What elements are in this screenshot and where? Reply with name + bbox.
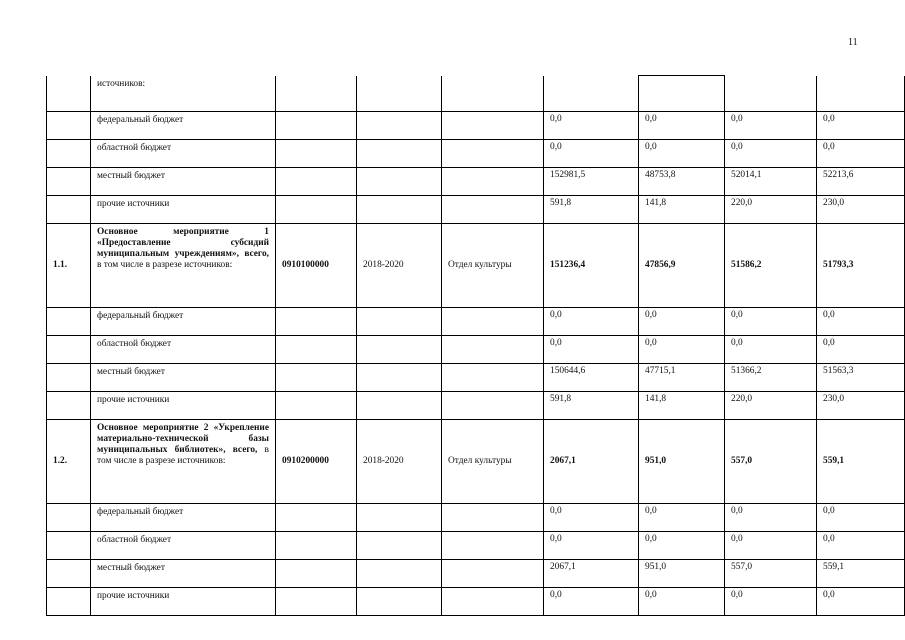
period-cell bbox=[357, 335, 442, 363]
funding-value: 0,0 bbox=[823, 309, 835, 320]
code-cell bbox=[276, 503, 357, 531]
row-number: 1.1. bbox=[53, 259, 68, 270]
executor-cell bbox=[442, 139, 544, 167]
funding-value: 2067,1 bbox=[550, 561, 576, 572]
funding-value: 2067,1 bbox=[550, 455, 576, 466]
code-cell bbox=[276, 76, 357, 112]
value-cell-2019 bbox=[725, 167, 817, 195]
value-cell-total bbox=[544, 531, 639, 559]
code-cell bbox=[276, 139, 357, 167]
description-cell bbox=[91, 223, 276, 307]
funding-value: 51793,3 bbox=[823, 259, 854, 270]
executor-cell bbox=[442, 111, 544, 139]
number-cell bbox=[47, 223, 91, 307]
source-name: областной бюджет bbox=[97, 534, 172, 545]
funding-value: 141,8 bbox=[645, 393, 667, 404]
value-cell-2018 bbox=[639, 503, 725, 531]
funding-value: 47856,9 bbox=[645, 259, 676, 270]
table-row-source bbox=[47, 139, 905, 167]
funding-value: 150644,6 bbox=[550, 365, 586, 376]
executor-text: Отдел культуры bbox=[448, 259, 512, 270]
table-row-source bbox=[47, 503, 905, 531]
number-cell bbox=[47, 391, 91, 419]
code-cell bbox=[276, 195, 357, 223]
executor-cell bbox=[442, 307, 544, 335]
funding-value: 0,0 bbox=[645, 141, 657, 152]
value-cell-2020 bbox=[817, 559, 905, 587]
period-cell bbox=[357, 531, 442, 559]
source-name: федеральный бюджет bbox=[97, 114, 184, 125]
value-cell-2019 bbox=[725, 195, 817, 223]
funding-value: 0,0 bbox=[550, 337, 562, 348]
number-cell bbox=[47, 587, 91, 615]
value-cell-2020 bbox=[817, 363, 905, 391]
period-text: 2018-2020 bbox=[363, 455, 404, 466]
executor-text: Отдел культуры bbox=[448, 455, 512, 466]
period-cell bbox=[357, 587, 442, 615]
source-name: прочие источники bbox=[97, 394, 170, 405]
funding-value: 151236,4 bbox=[550, 259, 586, 270]
value-cell-2019 bbox=[725, 503, 817, 531]
table-row-source bbox=[47, 167, 905, 195]
table-row-source bbox=[47, 335, 905, 363]
table-row-main-activity bbox=[47, 419, 905, 503]
number-cell bbox=[47, 76, 91, 112]
value-cell-2020 bbox=[817, 503, 905, 531]
description-cell bbox=[91, 195, 276, 223]
value-cell-total bbox=[544, 503, 639, 531]
source-name: местный бюджет bbox=[97, 170, 165, 181]
executor-cell bbox=[442, 335, 544, 363]
period-cell bbox=[357, 503, 442, 531]
value-cell-2018 bbox=[639, 559, 725, 587]
source-name: местный бюджет bbox=[97, 562, 165, 573]
value-cell-total bbox=[544, 195, 639, 223]
description-cell bbox=[91, 167, 276, 195]
table-row-source bbox=[47, 307, 905, 335]
funding-value: 51563,3 bbox=[823, 365, 854, 376]
source-name: областной бюджет bbox=[97, 338, 172, 349]
value-cell-2019 bbox=[725, 419, 817, 503]
code-cell bbox=[276, 167, 357, 195]
funding-value: 0,0 bbox=[823, 533, 835, 544]
value-cell-2019 bbox=[725, 363, 817, 391]
table-row-source bbox=[47, 363, 905, 391]
value-cell-total bbox=[544, 419, 639, 503]
main-activity-title: Основное мероприятие 2 «Укрепление материально-технической базы муниципальных библиотек», всего, bbox=[97, 422, 269, 455]
funding-value: 0,0 bbox=[550, 113, 562, 124]
value-cell-total bbox=[544, 76, 639, 112]
value-cell-2020 bbox=[817, 531, 905, 559]
number-cell bbox=[47, 559, 91, 587]
value-cell-2018 bbox=[639, 195, 725, 223]
funding-value: 557,0 bbox=[731, 455, 753, 466]
source-name: областной бюджет bbox=[97, 142, 172, 153]
budget-table bbox=[46, 75, 905, 616]
main-activity-title: Основное мероприятие 1 «Предоставление субсидий муниципальным учреждениям», всего, bbox=[97, 226, 269, 259]
funding-value: 0,0 bbox=[550, 141, 562, 152]
page-number: 11 bbox=[848, 37, 858, 48]
number-cell bbox=[47, 111, 91, 139]
code-cell bbox=[276, 559, 357, 587]
value-cell-2020 bbox=[817, 391, 905, 419]
value-cell-2020 bbox=[817, 419, 905, 503]
value-cell-2020 bbox=[817, 167, 905, 195]
funding-value: 0,0 bbox=[823, 337, 835, 348]
description-cell bbox=[91, 363, 276, 391]
value-cell-2020 bbox=[817, 307, 905, 335]
description-cell bbox=[91, 139, 276, 167]
source-name: федеральный бюджет bbox=[97, 506, 184, 517]
value-cell-total bbox=[544, 111, 639, 139]
code-cell bbox=[276, 363, 357, 391]
funding-value: 0,0 bbox=[823, 113, 835, 124]
period-cell bbox=[357, 391, 442, 419]
description-cell bbox=[91, 76, 276, 112]
value-cell-2019 bbox=[725, 223, 817, 307]
executor-cell bbox=[442, 167, 544, 195]
source-name: местный бюджет bbox=[97, 366, 165, 377]
value-cell-2018 bbox=[639, 419, 725, 503]
description-cell bbox=[91, 419, 276, 503]
value-cell-2020 bbox=[817, 139, 905, 167]
executor-cell bbox=[442, 363, 544, 391]
funding-value: 0,0 bbox=[645, 589, 657, 600]
funding-value: 591,8 bbox=[550, 393, 572, 404]
value-cell-2018 bbox=[639, 111, 725, 139]
funding-value: 47715,1 bbox=[645, 365, 676, 376]
source-name: федеральный бюджет bbox=[97, 310, 184, 321]
period-cell bbox=[357, 559, 442, 587]
description-cell bbox=[91, 307, 276, 335]
value-cell-2019 bbox=[725, 559, 817, 587]
number-cell bbox=[47, 167, 91, 195]
description-cell bbox=[91, 531, 276, 559]
funding-value: 152981,5 bbox=[550, 169, 586, 180]
period-cell bbox=[357, 111, 442, 139]
table-row-source bbox=[47, 195, 905, 223]
value-cell-2018 bbox=[639, 587, 725, 615]
number-cell bbox=[47, 531, 91, 559]
code-cell bbox=[276, 111, 357, 139]
description-cell bbox=[91, 335, 276, 363]
number-cell bbox=[47, 419, 91, 503]
period-cell bbox=[357, 419, 442, 503]
funding-value: 0,0 bbox=[823, 589, 835, 600]
funding-value: 220,0 bbox=[731, 197, 753, 208]
funding-value: 951,0 bbox=[645, 455, 667, 466]
funding-value: 0,0 bbox=[731, 533, 743, 544]
funding-value: 0,0 bbox=[645, 309, 657, 320]
funding-value: 0,0 bbox=[550, 533, 562, 544]
period-cell bbox=[357, 167, 442, 195]
period-cell bbox=[357, 223, 442, 307]
table-row-main-activity bbox=[47, 223, 905, 307]
funding-value: 559,1 bbox=[823, 455, 845, 466]
value-cell-total bbox=[544, 307, 639, 335]
value-cell-2018 bbox=[639, 76, 725, 112]
funding-value: 0,0 bbox=[645, 505, 657, 516]
period-text: 2018-2020 bbox=[363, 259, 404, 270]
funding-value: 51586,2 bbox=[731, 259, 762, 270]
table-row-source bbox=[47, 531, 905, 559]
funding-value: 51366,2 bbox=[731, 365, 762, 376]
code-cell bbox=[276, 531, 357, 559]
code-cell bbox=[276, 335, 357, 363]
table-row-source bbox=[47, 559, 905, 587]
funding-value: 141,8 bbox=[645, 197, 667, 208]
executor-cell bbox=[442, 223, 544, 307]
period-cell bbox=[357, 307, 442, 335]
funding-value: 0,0 bbox=[550, 505, 562, 516]
description-cell bbox=[91, 503, 276, 531]
funding-value: 559,1 bbox=[823, 561, 845, 572]
executor-cell bbox=[442, 419, 544, 503]
funding-value: 0,0 bbox=[731, 309, 743, 320]
value-cell-2019 bbox=[725, 587, 817, 615]
budget-code: 0910200000 bbox=[282, 455, 329, 466]
funding-value: 230,0 bbox=[823, 197, 845, 208]
period-cell bbox=[357, 139, 442, 167]
value-cell-2020 bbox=[817, 195, 905, 223]
value-cell-total bbox=[544, 335, 639, 363]
funding-value: 0,0 bbox=[550, 309, 562, 320]
code-cell bbox=[276, 223, 357, 307]
table-row-intro bbox=[47, 76, 905, 112]
number-cell bbox=[47, 307, 91, 335]
description-cell bbox=[91, 559, 276, 587]
period-cell bbox=[357, 76, 442, 112]
value-cell-2018 bbox=[639, 139, 725, 167]
budget-code: 0910100000 bbox=[282, 259, 329, 270]
value-cell-2019 bbox=[725, 139, 817, 167]
value-cell-2019 bbox=[725, 76, 817, 112]
value-cell-2018 bbox=[639, 335, 725, 363]
value-cell-2019 bbox=[725, 391, 817, 419]
funding-value: 591,8 bbox=[550, 197, 572, 208]
table-row-source bbox=[47, 587, 905, 615]
funding-value: 0,0 bbox=[645, 337, 657, 348]
value-cell-2018 bbox=[639, 307, 725, 335]
source-name: прочие источники bbox=[97, 198, 170, 209]
number-cell bbox=[47, 503, 91, 531]
funding-value: 0,0 bbox=[731, 589, 743, 600]
funding-value: 0,0 bbox=[823, 141, 835, 152]
value-cell-2018 bbox=[639, 363, 725, 391]
description-cell bbox=[91, 391, 276, 419]
funding-value: 0,0 bbox=[823, 505, 835, 516]
period-cell bbox=[357, 195, 442, 223]
funding-value: 0,0 bbox=[645, 113, 657, 124]
main-activity-subtitle: в том числе в разрезе источников: bbox=[97, 444, 269, 466]
value-cell-2019 bbox=[725, 307, 817, 335]
table-row-source bbox=[47, 111, 905, 139]
value-cell-2018 bbox=[639, 167, 725, 195]
value-cell-total bbox=[544, 559, 639, 587]
executor-cell bbox=[442, 76, 544, 112]
description-cell bbox=[91, 587, 276, 615]
funding-value: 0,0 bbox=[731, 337, 743, 348]
funding-value: 0,0 bbox=[550, 589, 562, 600]
code-cell bbox=[276, 419, 357, 503]
executor-cell bbox=[442, 559, 544, 587]
funding-value: 0,0 bbox=[645, 533, 657, 544]
value-cell-2019 bbox=[725, 335, 817, 363]
source-name: прочие источники bbox=[97, 590, 170, 601]
value-cell-2020 bbox=[817, 223, 905, 307]
executor-cell bbox=[442, 391, 544, 419]
number-cell bbox=[47, 195, 91, 223]
table-row-source bbox=[47, 391, 905, 419]
funding-value: 0,0 bbox=[731, 113, 743, 124]
row-number: 1.2. bbox=[53, 455, 68, 466]
value-cell-total bbox=[544, 223, 639, 307]
code-cell bbox=[276, 307, 357, 335]
funding-value: 52014,1 bbox=[731, 169, 762, 180]
funding-value: 0,0 bbox=[731, 505, 743, 516]
value-cell-total bbox=[544, 363, 639, 391]
code-cell bbox=[276, 391, 357, 419]
value-cell-2020 bbox=[817, 76, 905, 112]
period-cell bbox=[357, 363, 442, 391]
funding-value: 0,0 bbox=[731, 141, 743, 152]
value-cell-2019 bbox=[725, 111, 817, 139]
executor-cell bbox=[442, 587, 544, 615]
value-cell-2018 bbox=[639, 531, 725, 559]
description-cell bbox=[91, 111, 276, 139]
value-cell-2018 bbox=[639, 223, 725, 307]
description-text: источников: bbox=[97, 78, 146, 89]
value-cell-2020 bbox=[817, 111, 905, 139]
value-cell-total bbox=[544, 587, 639, 615]
code-cell bbox=[276, 587, 357, 615]
number-cell bbox=[47, 335, 91, 363]
funding-value: 230,0 bbox=[823, 393, 845, 404]
funding-value: 220,0 bbox=[731, 393, 753, 404]
executor-cell bbox=[442, 503, 544, 531]
value-cell-total bbox=[544, 139, 639, 167]
funding-value: 48753,8 bbox=[645, 169, 676, 180]
number-cell bbox=[47, 363, 91, 391]
number-cell bbox=[47, 139, 91, 167]
value-cell-2019 bbox=[725, 531, 817, 559]
value-cell-total bbox=[544, 391, 639, 419]
executor-cell bbox=[442, 195, 544, 223]
funding-value: 557,0 bbox=[731, 561, 753, 572]
executor-cell bbox=[442, 531, 544, 559]
value-cell-2020 bbox=[817, 335, 905, 363]
funding-value: 52213,6 bbox=[823, 169, 854, 180]
value-cell-2018 bbox=[639, 391, 725, 419]
value-cell-total bbox=[544, 167, 639, 195]
value-cell-2020 bbox=[817, 587, 905, 615]
main-activity-subtitle: в том числе в разрезе источников: bbox=[97, 259, 233, 270]
funding-value: 951,0 bbox=[645, 561, 667, 572]
